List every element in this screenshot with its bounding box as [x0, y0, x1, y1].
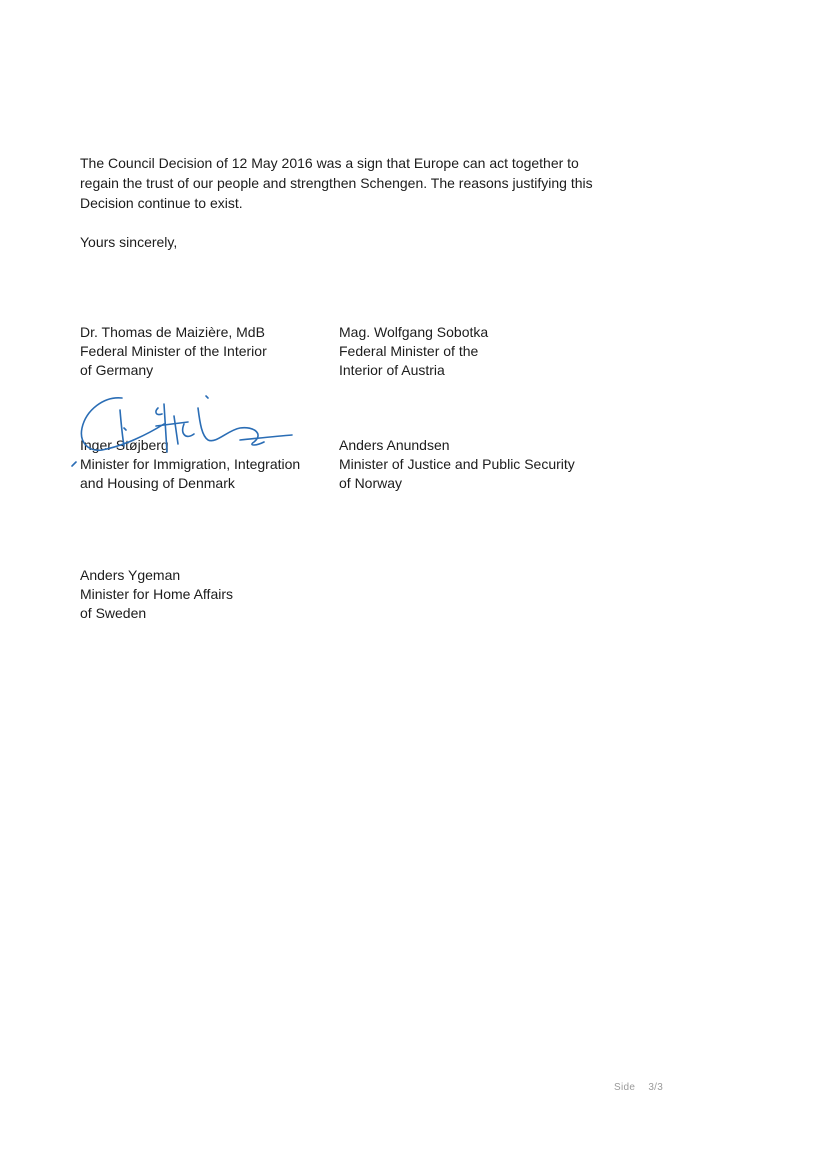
signatory-name: Inger Støjberg [80, 437, 169, 453]
signatory-title: Federal Minister of the [339, 343, 479, 359]
signature-block-norway [339, 436, 575, 493]
signatory-country: and Housing of Denmark [80, 475, 235, 491]
signatory-country: Interior of Austria [339, 362, 445, 378]
signatory-name: Mag. Wolfgang Sobotka [339, 324, 489, 340]
page-label: Side [614, 1082, 636, 1093]
signatory-country: of Sweden [80, 605, 147, 621]
signatory-title: Federal Minister of the Interior [80, 343, 267, 359]
signatory-name: Anders Ygeman [80, 567, 181, 583]
paragraph-line: The Council Decision of 12 May 2016 was a sign that Europe can act together to [80, 155, 579, 171]
signatory-country: of Norway [339, 475, 403, 491]
signatory-title: Minister for Immigration, Integration [80, 456, 301, 472]
body-paragraph [80, 153, 620, 213]
closing-salutation: Yours sincerely, [80, 234, 178, 250]
signatory-title: Minister of Justice and Public Security [339, 456, 575, 472]
paragraph-line: regain the trust of our people and strengthen Schengen. The reasons justifying this [80, 175, 593, 191]
signatory-name: Dr. Thomas de Maizière, MdB [80, 324, 265, 340]
paragraph-line: Decision continue to exist. [80, 195, 243, 211]
page-number: 3/3 [648, 1082, 664, 1093]
signature-block-austria [339, 323, 488, 380]
signatory-title: Minister for Home Affairs [80, 586, 234, 602]
handwritten-signature [64, 384, 304, 474]
signatory-country: of Germany [80, 362, 154, 378]
signatory-name: Anders Anundsen [339, 437, 450, 453]
signature-block-sweden [80, 566, 233, 623]
page-footer [614, 1082, 663, 1093]
signature-block-germany [80, 323, 267, 380]
